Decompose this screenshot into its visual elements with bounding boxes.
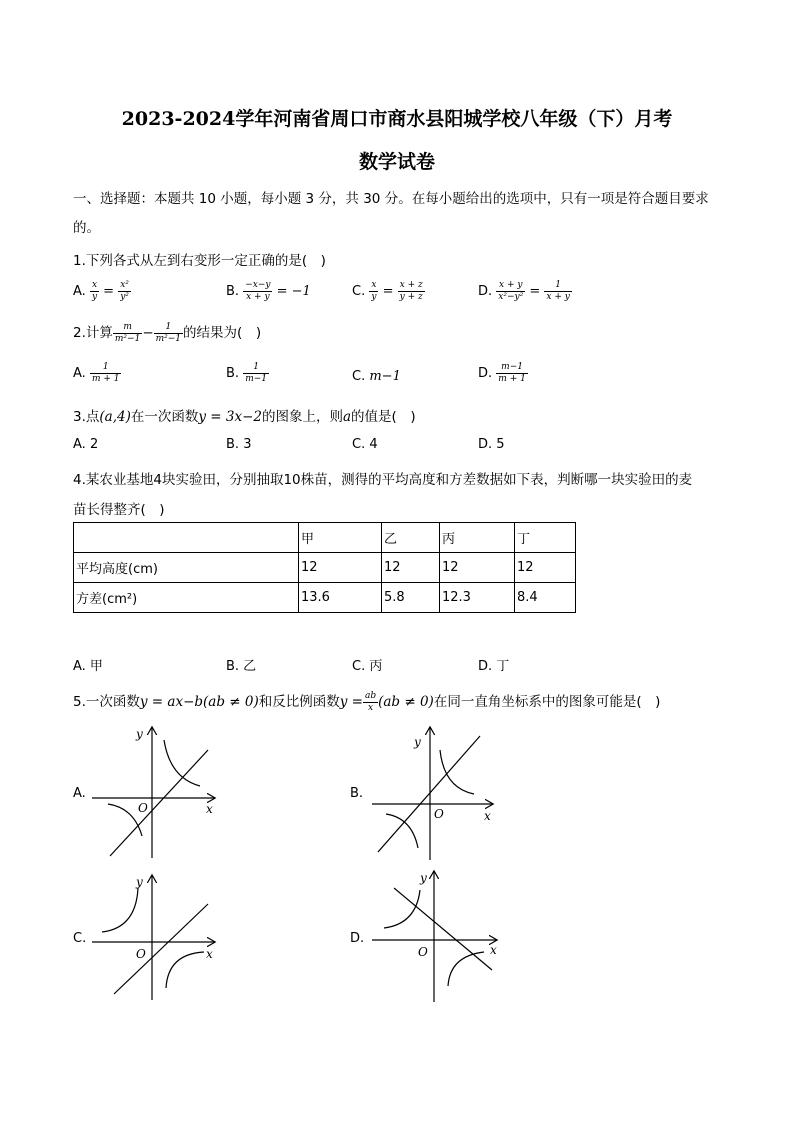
linear-function-line	[394, 888, 492, 970]
x-axis-label: x	[206, 802, 213, 816]
hyperbola-branch	[448, 952, 484, 986]
linear-function-line	[114, 904, 208, 994]
question-5-stem: 5.一次函数y = ax−b(ab ≠ 0)和反比例函数y = $\frac{ab}{x}$ (ab ≠ 0)在同一直角坐标系中的图象可能是( )	[73, 690, 661, 713]
hyperbola-branch	[108, 804, 142, 836]
table-cell: 乙	[382, 523, 440, 553]
q4-option-a: A. 甲	[73, 659, 103, 674]
question-4-stem-line2: 苗长得整齐( )	[73, 502, 165, 518]
question-4-stem-line1: 4.某农业基地4块实验田，分别抽取10株苗，测得的平均高度和方差数据如下表，判断哪一块实验田的麦	[73, 472, 693, 488]
q3-option-c: C. 4	[352, 437, 378, 452]
y-axis-label: y	[136, 875, 143, 889]
q5-option-a-label: A.	[73, 786, 86, 801]
table-cell: 13.6	[299, 583, 382, 613]
section-instructions-line2: 的。	[73, 220, 100, 236]
question-3-stem: 3.点(a,4)在一次函数y = 3x−2的图象上，则a的值是( )	[73, 409, 416, 425]
origin-label: O	[418, 945, 428, 959]
q3-option-b: B. 3	[226, 437, 252, 452]
hyperbola-branch	[384, 890, 420, 928]
table-cell: 12	[515, 553, 576, 583]
q1-option-d: D. $\frac{x + y}{\text{x²−y²}}$ = $\frac{1}{x + y}$	[478, 280, 570, 302]
q2-option-c: C. m−1	[352, 369, 401, 384]
q4-option-c: C. 丙	[352, 659, 383, 674]
hyperbola-branch	[166, 952, 204, 988]
table-cell: 12	[299, 553, 382, 583]
table-row	[74, 583, 576, 613]
table-cell: 5.8	[382, 583, 440, 613]
paper-subtitle: 数学试卷	[358, 151, 435, 173]
hyperbola-branch	[164, 740, 200, 786]
q5-option-b-label: B.	[350, 786, 364, 801]
q5-option-d-label: D.	[350, 931, 365, 946]
q2-option-b: B. $\frac{1}{m-1}$	[226, 362, 268, 384]
x-axis-label: x	[490, 943, 497, 957]
paper-title: 2023-2024学年河南省周口市商水县阳城学校八年级（下）月考	[121, 108, 673, 130]
graph-option-b	[368, 722, 503, 862]
y-axis-label: y	[414, 735, 421, 749]
origin-label: O	[136, 947, 146, 961]
table-cell: 方差(cm²)	[74, 583, 299, 613]
q2-option-a: A. $\frac{1}{m + 1}$	[73, 362, 120, 384]
q1-option-b: B. $\frac{-x-y}{x + y}$ = −1	[226, 280, 311, 302]
table-row	[74, 553, 576, 583]
table-cell: 12	[440, 553, 515, 583]
section-instructions-line1: 一、选择题：本题共 10 小题，每小题 3 分，共 30 分。在每小题给出的选项中，只有一项是符合题目要求	[73, 191, 709, 207]
q1-option-a: A. $\frac{x}{y}$ = $\frac{\text{x²}}{\text{y²}}$	[73, 280, 129, 302]
q3-option-a: A. 2	[73, 437, 99, 452]
table-header-row	[74, 523, 576, 553]
table-cell	[74, 523, 299, 553]
table-cell: 12	[382, 553, 440, 583]
y-axis-label: y	[420, 871, 427, 885]
table-cell: 12.3	[440, 583, 515, 613]
origin-label: O	[138, 801, 148, 815]
data-table	[73, 522, 576, 613]
question-1-stem: 1.下列各式从左到右变形一定正确的是( )	[73, 253, 326, 269]
table-cell: 8.4	[515, 583, 576, 613]
hyperbola-branch	[386, 814, 418, 848]
q5-option-c-label: C.	[73, 931, 87, 946]
table-cell: 丁	[515, 523, 576, 553]
hyperbola-branch	[102, 888, 138, 932]
table-cell: 甲	[299, 523, 382, 553]
q1-option-c: C. $\frac{x}{y}$ = $\frac{x + z}{y + z}$	[352, 280, 423, 302]
y-axis-label: y	[136, 727, 143, 741]
graph-option-a	[88, 722, 223, 862]
x-axis-label: x	[484, 809, 491, 823]
hyperbola-branch	[440, 750, 474, 794]
q3-option-d: D. 5	[478, 437, 505, 452]
q4-option-b: B. 乙	[226, 659, 257, 674]
linear-function-line	[110, 750, 208, 856]
graph-option-c	[88, 870, 223, 1010]
q2-option-d: D. $\frac{m-1}{m + 1}$	[478, 362, 526, 384]
table-cell: 丙	[440, 523, 515, 553]
graph-option-d	[368, 866, 503, 1006]
table-cell: 平均高度(cm)	[74, 553, 299, 583]
x-axis-label: x	[206, 947, 213, 961]
linear-function-line	[378, 736, 480, 852]
question-2-stem: 2.计算 $\frac{m}{\text{m²−1}}$ − $\frac{1}{\text{m²−1}}$ 的结果为( )	[73, 321, 262, 344]
origin-label: O	[434, 807, 444, 821]
q4-option-d: D. 丁	[478, 659, 510, 674]
